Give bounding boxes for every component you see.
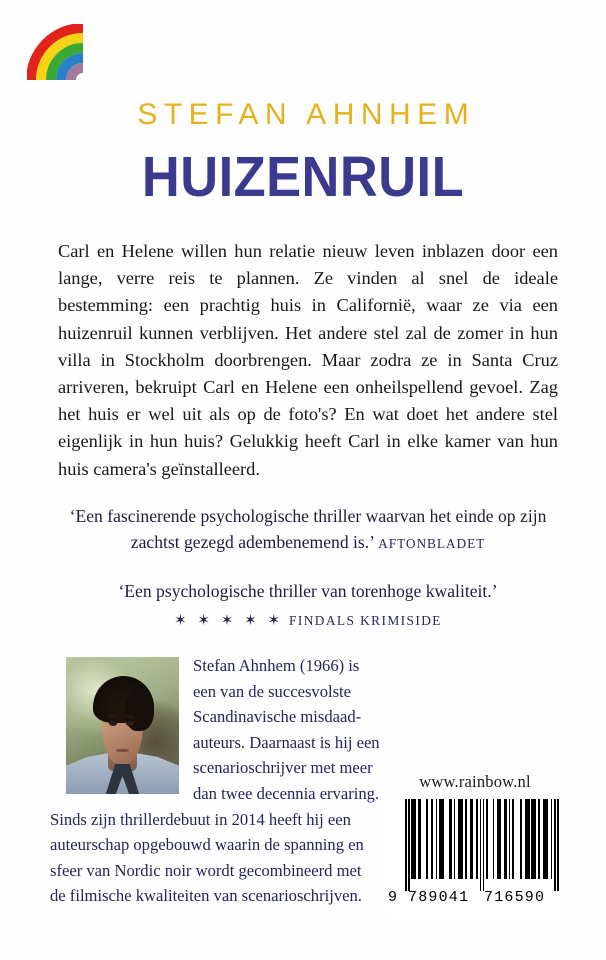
barcode-bar bbox=[509, 799, 511, 879]
barcode-bar bbox=[408, 799, 410, 891]
barcode-left-digits: 789041 bbox=[408, 889, 470, 906]
barcode-right-digits: 716590 bbox=[484, 889, 546, 906]
barcode-bar bbox=[405, 799, 407, 891]
barcode-bar bbox=[554, 799, 556, 891]
author-portrait-photo bbox=[66, 657, 179, 794]
portrait-eyebrow-left bbox=[108, 715, 118, 718]
barcode-bar bbox=[486, 799, 488, 879]
review-quote-2-text: ‘Een psychologische thriller van torenhoge kwaliteit.’ bbox=[118, 581, 498, 601]
barcode-bar bbox=[531, 799, 536, 879]
barcode-bar bbox=[418, 799, 421, 879]
star-rating-icon: ✶ ✶ ✶ ✶ ✶ bbox=[174, 611, 284, 629]
barcode-bar bbox=[470, 799, 473, 879]
barcode-bar bbox=[520, 799, 522, 879]
rainbow-logo bbox=[27, 24, 85, 82]
portrait-eyebrow-right bbox=[125, 715, 135, 718]
barcode-bar bbox=[557, 799, 559, 891]
barcode-bar bbox=[480, 799, 482, 891]
barcode-digits bbox=[387, 889, 563, 911]
barcode-bar bbox=[465, 799, 467, 879]
barcode-lead-digit: 9 bbox=[388, 889, 399, 906]
author-name: STEFAN AHNHEM bbox=[137, 98, 476, 131]
barcode-bar bbox=[551, 799, 553, 879]
barcode-bar bbox=[525, 799, 530, 879]
barcode-bar bbox=[436, 799, 438, 879]
portrait-mouth bbox=[116, 749, 130, 752]
review-quote-2-rating bbox=[52, 607, 564, 635]
review-quotes bbox=[52, 503, 564, 635]
review-quote-2 bbox=[52, 578, 564, 635]
author-bio-block bbox=[50, 653, 380, 909]
barcode-bar bbox=[543, 799, 548, 879]
barcode-bar bbox=[431, 799, 433, 879]
review-quote-2-source: FINDALS KRIMISIDE bbox=[289, 613, 442, 628]
review-quote-1 bbox=[52, 503, 564, 557]
barcode-bar bbox=[512, 799, 514, 879]
book-title: HUIZENRUIL bbox=[141, 145, 465, 209]
barcode-bar bbox=[454, 799, 456, 879]
barcode-bar bbox=[458, 799, 463, 879]
barcode-bar bbox=[497, 799, 500, 879]
review-quote-1-text: ‘Een fascinerende psychologische thriller waarvan het einde op zijn zachtst gezegd adembenemend is.’ bbox=[69, 506, 547, 552]
barcode-bar bbox=[411, 799, 416, 879]
barcode-bar bbox=[439, 799, 444, 879]
review-quote-1-source: AFTONBLADET bbox=[378, 536, 486, 551]
barcode-bars bbox=[387, 799, 563, 891]
barcode-bar bbox=[426, 799, 428, 879]
author-bio-text: Stefan Ahnhem (1966) is een van de succesvolste Scandinavische misdaad-auteurs. Daarnaast is hij een scenarioschrijver met meer dan twee decennia ervaring. Sinds zijn thrillerdebuut in 2014 heeft hij een auteurschap opgebouwd waarin de spanning en sfeer van Nordic noir wordt gecombineerd met de filmische kwaliteiten van scenarioschrijven. bbox=[50, 656, 380, 906]
barcode-bar bbox=[538, 799, 540, 879]
barcode-bar bbox=[476, 799, 478, 879]
barcode-bar bbox=[493, 799, 495, 879]
barcode-bar bbox=[449, 799, 452, 879]
barcode-bar bbox=[483, 799, 485, 891]
blurb-text: Carl en Helene willen hun relatie nieuw leven inblazen door een lange, verre reis te plannen. Ze vinden al snel de ideale bestemming: een prachtig huis in Californië, waar ze via een huizenruil kunnen verblijven. Het andere stel zal de zomer in hun villa in Stockholm doorbrengen. Maar zodra ze in Santa Cruz arriveren, bekruipt Carl en Helene een onheilspellend gevoel. Zag het huis er wel uit als op de foto's? En wat doet het andere stel eigenlijk in hun huis? Gelukkig heeft Carl in elke kamer van hun huis camera's geïnstalleerd. bbox=[58, 241, 558, 479]
barcode bbox=[387, 799, 563, 919]
publisher-website: www.rainbow.nl bbox=[419, 772, 531, 791]
barcode-bar bbox=[504, 799, 507, 879]
